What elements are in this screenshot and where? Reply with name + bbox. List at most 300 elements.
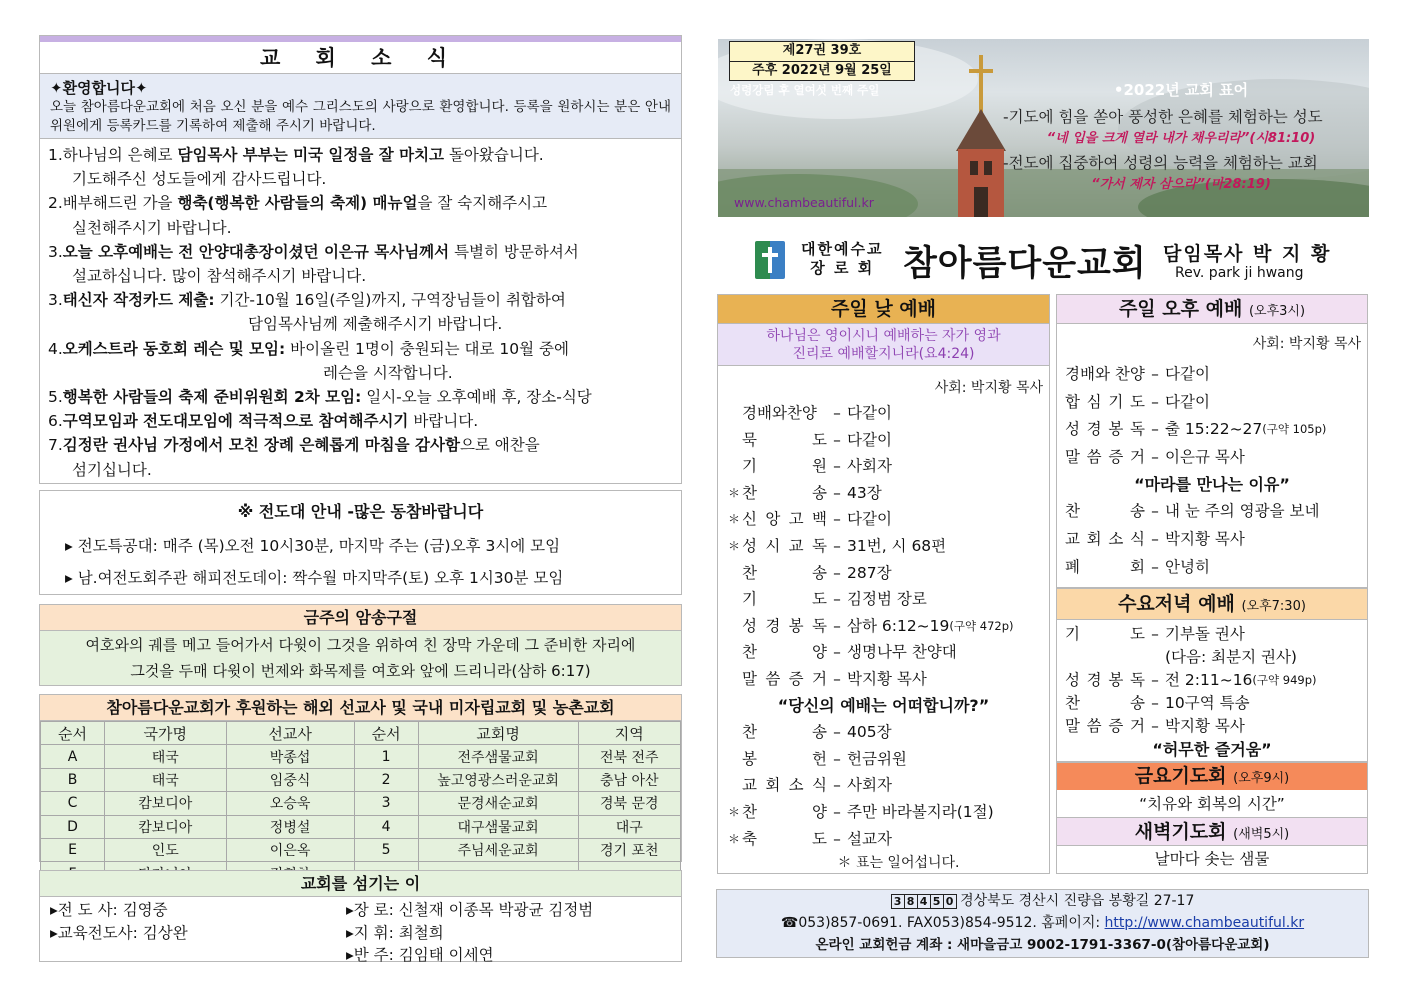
bulletin-date: 주후 2022년 9월 25일 [730,61,914,80]
table-cell: 정병설 [226,815,354,838]
label-char: 독 [1130,671,1145,689]
prayer-time: (새벽5시) [1233,827,1290,842]
news-emphasis: 행복한 사람들의 축제 준비위원회 2차 모임: [62,388,362,407]
prayer-time: (오후9시) [1233,771,1290,786]
label-char: 거 [811,669,827,688]
news-line [48,191,673,215]
dawn-prayer-title [1057,818,1367,846]
service-item-value: 내 눈 주의 영광을 보네 [1165,502,1320,521]
stand-mark [726,613,742,640]
label-char: 축 [742,829,757,848]
service-item-value: 김정범 장로 [847,590,927,609]
servers-right [346,899,593,967]
table-cell: 이은옥 [226,838,354,861]
label-char: 폐 [1065,557,1080,576]
label-char: 헌 [812,749,827,768]
news-text: 7. [48,436,63,455]
table-cell: A [41,745,105,768]
table-cell: 캄보디아 [105,815,227,838]
label-char: 기 [742,590,757,609]
news-text: 을 잘 숙지해주시고 [417,194,548,213]
dash-separator: – [833,749,841,768]
news-line: 담임목사님께 제출해주시기 바랍니다. [248,315,503,334]
missions-table [40,721,681,886]
standing-note: ＊ 표는 일어섭니다. [837,855,960,872]
label-char: 성 [742,616,757,635]
dash-separator: – [833,802,841,821]
label-char: 찬 [742,483,757,502]
service-item-value: 설교자 [847,829,892,848]
table-header: 국가명 [105,722,227,745]
memory-verse-line: 여호와의 궤를 메고 들어가서 다윗이 그것을 위하여 친 장막 가운데 그 준비한 자리에 [85,636,636,654]
server-entry: ▸반 주: 김임태 이세연 [346,946,494,964]
stand-mark [726,453,742,480]
service-item-label [1065,692,1145,715]
service-item-label [742,639,827,666]
label-char: 식 [1130,529,1145,548]
service-item-label [742,586,827,613]
service-row [726,719,1049,746]
label-char: 앙 [765,510,781,529]
news-text: 5. [48,388,63,407]
label-char: 성 [1065,671,1080,689]
service-item-label [742,799,827,826]
news-line [48,337,673,361]
table-header: 순서 [354,722,418,745]
news-text: 2.배부해드린 가을 [48,194,178,213]
table-cell: 대구 [578,815,680,838]
table-header: 지역 [578,722,680,745]
news-list [40,139,681,482]
welcome-title: ✦환영합니다✦ [50,79,148,97]
evangelism-section [39,490,682,595]
motto-line: -기도에 힘을 쏟아 풍성한 은혜를 체험하는 성도 [1003,108,1323,126]
evangelism-row: ▸ 남.여전도회주관 해피전도데이: 짝수월 마지막주(토) 오후 1시30분 모임 [65,569,564,587]
table-cell: 3 [354,792,418,815]
label-char: 도 [812,430,827,449]
label-char: 송 [812,483,827,502]
motto-line: -전도에 집중하여 성령의 능력을 체험하는 교회 [1003,154,1318,172]
table-cell: 4 [354,815,418,838]
dash-separator: – [833,669,841,688]
news-item [48,240,673,288]
label-char: 독 [1130,420,1145,439]
news-text: 일시-오늘 오후예배 후, 장소-식당 [361,388,592,407]
label-char: 교 [788,536,804,555]
label-char: 고 [788,510,804,529]
service-row [726,613,1049,640]
table-row [41,792,681,815]
news-line: 레슨을 시작합니다. [323,363,453,382]
zip-digit: 4 [917,894,931,909]
label-char: 소 [788,776,804,795]
website-link[interactable]: www.chambeautiful.kr [734,195,874,210]
news-text: 바이올린 1명이 충원되는 대로 10월 중에 [285,339,569,358]
table-row [41,745,681,768]
label-char: 식 [811,776,827,795]
service-item-label [1065,646,1145,669]
dawn-prayer-theme: 날마다 솟는 샘물 [1154,850,1270,868]
table-cell: 인도 [105,838,227,861]
stand-mark: ＊ [727,804,740,819]
label-char: 기 [1065,625,1080,643]
dash-separator: – [833,723,841,742]
label-char: 거 [1130,717,1145,735]
service-row [1065,554,1367,582]
table-cell: D [41,815,105,838]
stand-mark [726,427,742,454]
service-title: 수요저녁 예배 [1118,593,1235,615]
label-char: 찬 [1065,502,1080,521]
welcome-box [40,74,681,139]
motto-verse: “네 입을 크게 열라 내가 채우리라”(시81:10) [1046,131,1316,146]
table-row [41,838,681,861]
stand-mark [726,400,742,427]
news-item [48,191,673,239]
label-char: 봉 [1108,420,1124,439]
news-item [48,433,673,481]
service-host: 사회: 박지황 목사 [934,380,1043,396]
service-item-label [742,826,827,853]
label-char: 회 [1086,529,1102,548]
service-row [726,506,1049,533]
service-item-label [1065,669,1145,692]
service-item-value: 사회자 [847,776,892,795]
table-cell: 캄보디아 [105,792,227,815]
service-title: 주일 낮 예배 [718,295,1049,324]
dash-separator: – [833,829,841,848]
news-line: 섬기십니다. [72,460,152,479]
evangelism-row: ▸ 전도특공대: 매주 (목)오전 10시30분, 마지막 주는 (금)오후 3시에 모임 [65,537,561,555]
service-row [726,639,1049,666]
service-item-label [742,666,827,693]
prayer-title: 새벽기도회 [1134,821,1227,843]
service-title-wrap [1057,589,1367,620]
service-row [726,586,1049,613]
dash-separator: – [833,776,841,795]
label-char: 양 [812,643,827,662]
stand-mark [726,719,742,746]
bulletin-banner [718,39,1369,217]
news-item [48,288,673,336]
order-of-service [718,400,1049,693]
label-char: 송 [1130,502,1145,521]
zip-digit: 0 [943,894,957,909]
label-char: 신 [742,510,757,529]
order-of-service [1057,361,1367,471]
news-emphasis: 오늘 오후예배는 전 안양대총장이셨던 이은규 목사님께서 [62,242,450,261]
news-item [48,409,673,433]
service-row [726,427,1049,454]
label-char: 시 [765,536,781,555]
dash-separator: – [833,616,841,635]
service-item-label [1065,526,1145,554]
service-row [1065,526,1367,554]
server-entry: ▸전 도 사: 김영중 [50,901,168,919]
news-emphasis: 오케스트라 동호회 레슨 및 모임: [62,339,286,358]
dash-separator: – [833,536,841,555]
dash-separator: – [1151,625,1159,643]
service-item-label [742,400,827,427]
label-char: 송 [812,723,827,742]
dash-separator: – [1151,694,1159,712]
service-item-value: 287장 [847,563,892,582]
service-item-label [1065,498,1145,526]
service-item-label [1065,361,1145,389]
scripture-page: (구약 105p) [1262,422,1327,437]
service-item-value: 출 15:22~27 [1165,420,1263,439]
service-item-label [742,506,827,533]
phone-fax: ☎053)857-0691. FAX053)854-9512. 홈페이지: [780,915,1105,931]
server-entry: ▸지 휘: 최철희 [346,923,444,942]
stand-mark [726,639,742,666]
service-item-label [1065,715,1145,738]
label-char: 말 [742,669,757,688]
news-text: 3. [48,291,63,310]
label-char: 기 [1108,392,1124,411]
service-item-value: 31번, 시 68편 [847,536,947,555]
service-item-value: 다같이 [847,510,892,529]
service-item-value: 박지황 목사 [1165,529,1245,548]
service-row [1065,416,1367,444]
verse-line: 하나님은 영이시니 예배하는 자가 영과 [766,328,1001,344]
service-item-label [1065,389,1145,417]
table-cell: 충남 아산 [578,768,680,791]
motto-title: •2022년 교회 표어 [1113,81,1249,99]
sunday-morning-service [717,294,1050,874]
scripture-page: (구약 472p) [949,618,1014,633]
label-char: 성 [742,536,757,555]
denomination [801,240,883,278]
memory-verse-section [39,604,682,686]
dash-separator: – [1151,420,1159,439]
table-cell: 경북 문경 [578,792,680,815]
service-item-label [742,560,827,587]
address-line [717,890,1368,912]
service-host: 사회: 박지황 목사 [1252,336,1361,352]
label-char: 거 [1130,447,1145,466]
service-row [726,453,1049,480]
service-item-value: 안녕히 [1165,557,1210,576]
table-cell: 경기 포천 [578,838,680,861]
zip-digit: 5 [930,894,944,909]
label-char: 경 [765,616,781,635]
table-cell: 1 [354,745,418,768]
service-item-value: 주만 바라볼지라(1절) [847,802,994,821]
label-char: 교 [742,776,757,795]
label-char: 찬 [742,802,757,821]
verse-line: 진리로 예배할지니라(요4:24) [792,346,975,362]
news-line [48,143,673,167]
service-item-value: 405장 [847,723,892,742]
wednesday-service [1056,588,1368,762]
table-cell: B [41,768,105,791]
news-text: 1.하나님의 은혜로 [48,146,178,164]
service-item-value: 사회자 [847,457,892,476]
table-header: 교회명 [418,722,578,745]
label-char: 경 [1086,420,1102,439]
label-char: 봉 [742,749,757,768]
table-row [41,768,681,791]
service-item-value: 43장 [847,483,882,502]
news-line [48,288,673,312]
sermon-title: “당신의 예배는 어떠합니까?” [777,695,990,715]
sermon-title: “마라를 만나는 이유” [1134,475,1290,495]
service-item-value: 기부돌 권사 [1165,625,1245,643]
label-char: 증 [788,669,804,688]
news-text: 으로 애찬을 [459,436,540,455]
service-item-value: 박지황 목사 [847,669,927,688]
news-item [48,337,673,385]
news-line: 실천해주시기 바랍니다. [72,218,232,237]
dash-separator: – [833,563,841,582]
dash-separator: – [1151,502,1159,521]
dash-separator: – [833,510,841,529]
label-char: 소 [1108,529,1124,548]
news-item [48,143,673,191]
news-text: 4. [48,339,63,358]
dash-separator: – [1151,365,1159,383]
servers-left [50,899,188,944]
table-header-row [41,722,681,745]
stand-mark [726,560,742,587]
news-line [48,385,673,409]
dash-separator: – [1151,529,1159,548]
service-row [1065,623,1367,646]
label-char: 백 [811,510,827,529]
service-item-label [742,719,827,746]
label-char: 성 [1065,420,1080,439]
service-title: 주일 오후 예배 [1118,298,1243,320]
stand-mark: ＊ [727,512,740,527]
sunday-afternoon-service [1056,294,1368,588]
church-logo-icon [755,241,785,279]
stand-mark [726,746,742,773]
service-item-label [1065,623,1145,646]
service-item-label [742,772,827,799]
service-item-label [742,427,827,454]
pastor-english-name: Rev. park ji hwang [1175,265,1304,281]
label-char: 도 [812,590,827,609]
service-item-value: 다같이 [1165,365,1210,383]
table-cell: 오승욱 [226,792,354,815]
table-cell: 전주샘물교회 [418,745,578,768]
service-row [726,400,1049,427]
service-item-value: 전 2:11~16 [1165,671,1253,689]
dash-separator: – [833,643,841,662]
volume-box [729,41,915,81]
memory-verse-title: 금주의 암송구절 [40,605,681,631]
service-item-value: (다음: 최분지 권사) [1165,648,1297,666]
order-of-service [718,719,1049,852]
label-char: 봉 [788,616,804,635]
service-item-label [742,480,827,507]
zip-code [891,893,956,909]
label-char: 봉 [1108,671,1124,689]
church-name: 참아름다운교회 [903,244,1147,284]
table-cell: 대구샘물교회 [418,815,578,838]
table-cell: 5 [354,838,418,861]
church-news-section [39,35,682,484]
church-header [755,238,1365,286]
service-time: (오후7:30) [1241,599,1306,614]
order-of-service [1057,623,1367,738]
dash-separator: – [1151,392,1159,411]
stand-mark [726,586,742,613]
friday-prayer-theme: “치유와 회복의 시간” [1057,790,1367,818]
missions-title: 참아름다운교회가 후원하는 해외 선교사 및 국내 미자립교회 및 농촌교회 [40,695,681,721]
stand-mark [726,666,742,693]
service-row [1065,669,1367,692]
news-text: 기간-10월 16일(주일)까지, 구역장님들이 취합하여 [214,291,566,310]
missions-section [39,694,682,862]
church-motto [1001,79,1361,192]
sermon-title: “허무한 즐거움” [1152,740,1272,759]
service-time: (오후3시) [1248,304,1306,319]
label-char: 도 [1130,625,1145,643]
service-item-value: 박지황 목사 [1165,717,1245,735]
service-item-value: 헌금위원 [847,749,907,768]
news-text: 특별히 방문하셔서 [449,242,579,261]
label-char: 찬 [742,643,757,662]
service-row [1065,646,1367,669]
prayer-title: 금요기도회 [1134,765,1227,787]
news-title: 교 회 소 식 [40,42,681,74]
news-text: 6. [48,412,63,431]
table-cell: 태국 [105,768,227,791]
table-cell: 박종섭 [226,745,354,768]
label-char: 묵 [742,430,757,449]
table-row [41,815,681,838]
servers-section [39,870,682,962]
service-row [1065,389,1367,417]
phone-line [717,912,1368,934]
label-char: 송 [812,563,827,582]
server-entry: ▸교육전도사: 김상완 [50,923,188,942]
homepage-link[interactable]: http://www.chambeautiful.kr [1104,915,1305,931]
street-address: 경상북도 경산시 진량읍 봉황길 27-17 [960,893,1195,909]
service-item-value: 다같이 [847,404,892,422]
service-row [726,533,1049,560]
zip-digit: 8 [904,894,918,909]
label-char: 송 [1130,694,1145,712]
service-item-label [742,746,827,773]
label-char: 찬 [1065,694,1080,712]
stand-mark: ＊ [727,485,740,500]
news-text: 3. [48,242,63,261]
news-line: 기도해주신 성도들에게 감사드립니다. [72,170,327,189]
news-line [48,240,673,264]
label-char: 경배와찬양 [742,404,817,422]
service-item-label [1065,554,1145,582]
label-char: 기 [742,457,757,476]
label-char: 도 [812,829,827,848]
label-char: 씀 [1086,717,1102,735]
zip-digit: 3 [891,894,905,909]
label-char: 찬 [742,723,757,742]
service-item-label [742,453,827,480]
label-char: 찬 [742,563,757,582]
order-of-service [1057,498,1367,581]
label-char: 회 [765,776,781,795]
service-row [726,480,1049,507]
service-row [1065,715,1367,738]
dash-separator: – [833,457,841,476]
news-line [48,433,673,457]
server-entry: ▸장 로: 신철재 이종목 박광균 김정범 [346,901,594,919]
label-char: 경배와 찬양 [1065,365,1145,383]
denomination-line: 장 로 회 [810,259,875,277]
